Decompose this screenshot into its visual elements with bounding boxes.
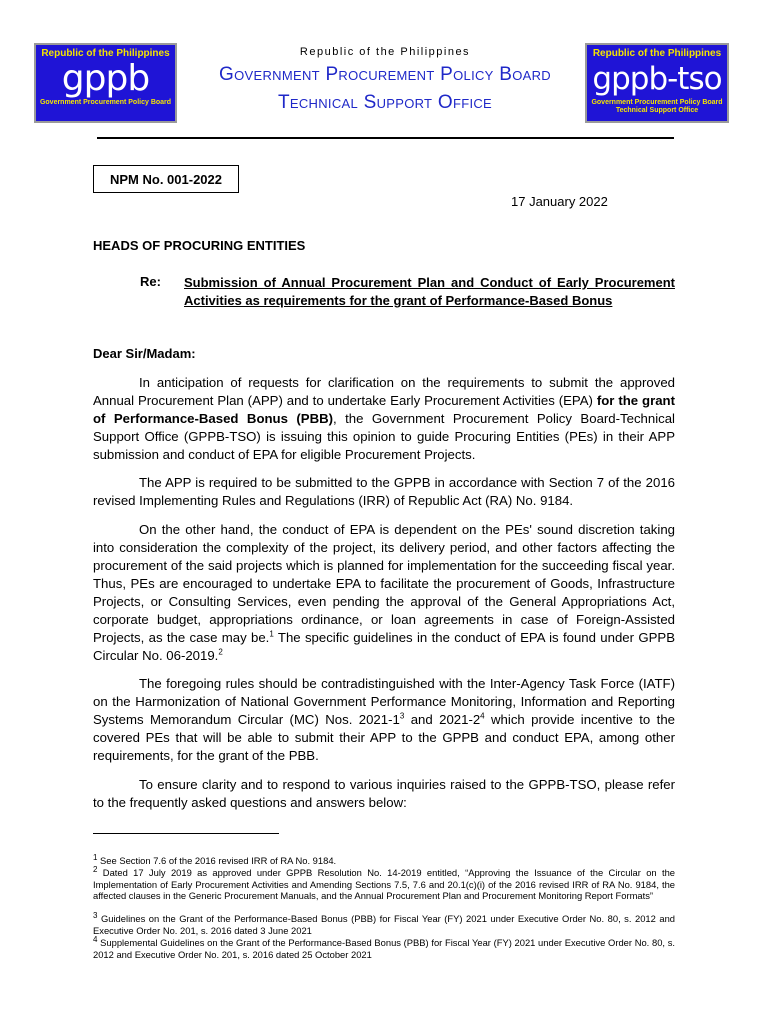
- salutation: Dear Sir/Madam:: [93, 346, 196, 361]
- header-agency: Government Procurement Policy Board: [219, 64, 551, 85]
- paragraph-1: In anticipation of requests for clarification on the requirements to submit the approved Annual Procurement Plan (APP) and to undertake Early Procurement Activities (EPA) for the grant of Performance-Based Bonus (PBB), the Government Procurement Policy Board-Technical Support Office (GPPB-TSO) is issuing this opinion to guide Procuring Entities (PEs) in their APP submission and conduct of EPA for eligible Procurement Projects.: [93, 375, 675, 462]
- footnote-4: $^4$ Supplemental Guidelines on the Grant of the Performance-Based Bonus (PBB) for Fiscal Year (FY) 2021 under Executive Order No. 80, s. 2012 and Executive Order No. 201, s. 2016 dated 25 October 2021: [93, 934, 675, 960]
- logo-mark: gppb: [61, 58, 150, 99]
- footnote-ref-1: 1: [269, 629, 274, 639]
- re-label: Re:: [140, 274, 161, 289]
- footnote-2: $^2$ Dated 17 July 2019 as approved under GPPB Resolution No. 14-2019 entitled, “Approving the Issuance of the Circular on the Implementation of Early Procurement Activities and Amending Sections 7.5, 7.6 and 20.1(c)(i) of the 2016 revised IRR of RA No. 9184, the affected clauses in the Generic Procurement Manuals, and the Annual Procurement Plan and Procurement Monitoring Report Formats”: [93, 864, 675, 901]
- logo-republic-text: Republic of the Philippines: [592, 48, 722, 59]
- paragraph-4: The foregoing rules should be contradistinguished with the Inter-Agency Task Force (IATF) on the Harmonization of National Government Performance Monitoring, Information and Reporting Systems Memorandum Circular (MC) Nos. $2021-1^3$ and $2021-2^4$ which provide incentive to the covered PEs that will be able to submit their APP to the GPPB and conduct EPA, among other requirements, for the grant of the PBB.: [93, 676, 675, 763]
- logo-office-text: Technical Support Office: [615, 107, 699, 114]
- paragraph-3: On the other hand, the conduct of EPA is dependent on the PEs' sound discretion taking into consideration the complexity of the project, its delivery period, and other factors affecting the procurement of the said projects which is planned for implementation for the succeeding fiscal year. Thus, PEs are encouraged to undertake EPA to facilitate the procurement of Goods, Infrastructure Projects, or Consulting Services, even pending the approval of the General Appropriations Act, corporate budget, appropriations ordinance, or loan agreements in case of Foreign-Assisted Projects, as the case may be.$^1$ The specific guidelines in the conduct of EPA is found under GPPB Circular No. 06-2019.$^2$: [93, 522, 676, 663]
- footnote-separator: [93, 833, 279, 834]
- footnote-ref-4: 4: [480, 711, 485, 721]
- paragraph-5: To ensure clarity and to respond to various inquiries raised to the GPPB-TSO, please refer to the frequently asked questions and answers below:: [93, 777, 675, 810]
- paragraph-2: The APP is required to be submitted to the GPPB in accordance with Section 7 of the 2016 revised Implementing Rules and Regulations (IRR) of Republic Act (RA) No. 9184.: [93, 475, 675, 508]
- gppb-tso-logo: [585, 43, 729, 123]
- header-rule: [97, 137, 674, 139]
- header-office: Technical Support Office: [277, 92, 493, 113]
- logo-agency-text: Government Procurement Policy Board: [39, 99, 172, 106]
- subject-line: Submission of Annual Procurement Plan and Conduct of Early Procurement Activities as requirements for the grant of Performance-Based Bonus: [184, 275, 675, 308]
- gppb-logo: [34, 43, 177, 123]
- logo-mark: gppb-tso: [592, 61, 722, 97]
- logo-agency-text: Government Procurement Policy Board: [591, 99, 723, 106]
- letter-date: 17 January 2022: [511, 194, 608, 209]
- footnote-3: $^3$ Guidelines on the Grant of the Performance-Based Bonus (PBB) for Fiscal Year (FY) 2021 under Executive Order No. 80, s. 2012 and Executive Order No. 201, s. 2016 dated 3 June 2021: [93, 910, 675, 936]
- header-republic: Republic of the Philippines: [299, 46, 471, 58]
- logo-republic-text: Republic of the Philippines: [41, 48, 170, 59]
- footnote-ref-2: 2: [218, 647, 223, 657]
- npm-number-box: NPM No. 001-2022: [93, 165, 239, 193]
- footnote-1: $^1$ See Section 7.6 of the 2016 revised IRR of RA No. 9184.: [93, 852, 337, 866]
- addressee: HEADS OF PROCURING ENTITIES: [93, 238, 306, 253]
- footnote-ref-3: 3: [399, 711, 405, 721]
